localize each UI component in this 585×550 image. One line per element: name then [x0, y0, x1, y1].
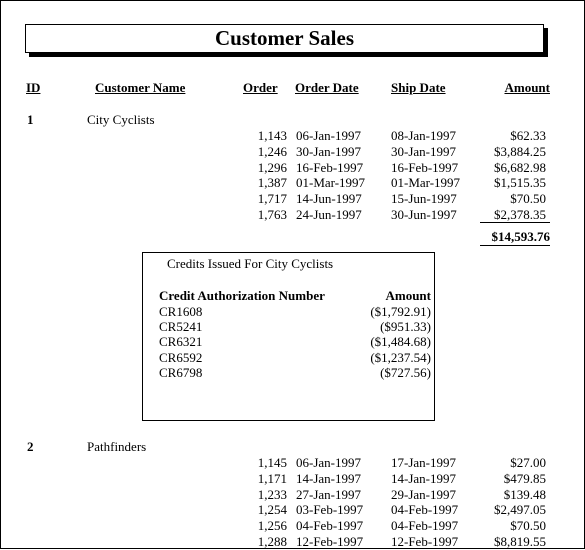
order-amount: $479.85	[503, 470, 546, 486]
ship-date: 01-Mar-1997	[391, 175, 461, 191]
order-date: 24-Jun-1997	[296, 207, 362, 222]
ship-date: 14-Jan-1997	[391, 470, 456, 486]
order-number: 1,256	[257, 518, 287, 534]
order-amount: $70.50	[510, 191, 546, 207]
credit-number: CR6798	[159, 364, 203, 380]
order-amount: $27.00	[510, 455, 546, 470]
credits-box	[142, 252, 435, 421]
order-number: 1,233	[257, 486, 287, 502]
credits-col-amount: Amount	[385, 288, 431, 303]
ship-date: 17-Jan-1997	[391, 455, 456, 470]
customer-name: City Cyclists	[87, 112, 155, 127]
order-number: 1,246	[257, 143, 287, 159]
order-date: 16-Feb-1997	[296, 159, 364, 175]
ship-date: 29-Jan-1997	[391, 486, 456, 502]
order-date: 04-Feb-1997	[296, 518, 364, 534]
order-amount: $1,515.35	[494, 175, 546, 191]
credits-title: Credits Issued For City Cyclists	[167, 256, 334, 271]
report-title: Customer Sales	[25, 24, 544, 53]
order-number: 1,171	[257, 470, 287, 486]
ship-date: 30-Jan-1997	[391, 143, 456, 159]
order-amount: $70.50	[510, 518, 546, 534]
order-amount: $2,378.35	[494, 207, 546, 222]
header-amount: Amount	[504, 80, 550, 95]
order-date: 12-Feb-1997	[296, 534, 364, 549]
ship-date: 08-Jan-1997	[391, 128, 456, 143]
ship-date: 15-Jun-1997	[391, 191, 457, 207]
order-date: 14-Jun-1997	[296, 191, 362, 207]
order-date: 01-Mar-1997	[296, 175, 366, 191]
order-number: 1,254	[257, 502, 287, 518]
order-date: 14-Jan-1997	[296, 470, 361, 486]
order-date: 06-Jan-1997	[296, 128, 361, 143]
credit-amount: ($1,484.68)	[370, 334, 431, 350]
order-number: 1,296	[257, 159, 287, 175]
order-amount: $2,497.05	[494, 502, 546, 518]
credit-number: CR6592	[159, 349, 203, 365]
credit-number: CR6321	[159, 334, 203, 350]
order-date: 03-Feb-1997	[296, 502, 364, 518]
total-underline	[480, 245, 550, 246]
ship-date: 16-Feb-1997	[391, 159, 459, 175]
header-ship-date: Ship Date	[391, 80, 446, 95]
order-amount: $6,682.98	[494, 159, 546, 175]
customer-id: 2	[27, 439, 34, 454]
order-amount: $3,884.25	[494, 143, 546, 159]
ship-date: 12-Feb-1997	[391, 534, 459, 549]
order-number: 1,143	[257, 128, 287, 143]
order-number: 1,288	[257, 534, 287, 549]
order-amount: $139.48	[503, 486, 546, 502]
total-rule	[480, 222, 550, 223]
ship-date: 30-Jun-1997	[391, 207, 457, 222]
credit-amount: ($1,792.91)	[370, 304, 431, 319]
customer-total: $14,593.76	[491, 229, 550, 244]
ship-date: 04-Feb-1997	[391, 518, 459, 534]
header-id: ID	[26, 80, 41, 95]
credit-amount: ($727.56)	[380, 364, 431, 380]
order-date: 30-Jan-1997	[296, 143, 361, 159]
order-date: 06-Jan-1997	[296, 455, 361, 470]
customer-id: 1	[27, 112, 34, 127]
customer-name: Pathfinders	[87, 439, 147, 454]
order-number: 1,763	[257, 207, 287, 222]
header-customer-name: Customer Name	[95, 80, 186, 95]
order-amount: $8,819.55	[494, 534, 546, 549]
order-date: 27-Jan-1997	[296, 486, 361, 502]
credits-col-number: Credit Authorization Number	[159, 288, 325, 303]
credit-number: CR5241	[159, 319, 203, 335]
order-number: 1,145	[257, 455, 287, 470]
ship-date: 04-Feb-1997	[391, 502, 459, 518]
order-number: 1,387	[257, 175, 287, 191]
order-amount: $62.33	[510, 128, 546, 143]
header-order-date: Order Date	[295, 80, 359, 95]
credit-amount: ($1,237.54)	[370, 349, 431, 365]
order-number: 1,717	[257, 191, 287, 207]
credit-number: CR1608	[159, 304, 203, 319]
credit-amount: ($951.33)	[380, 319, 431, 335]
header-order: Order	[243, 80, 278, 95]
